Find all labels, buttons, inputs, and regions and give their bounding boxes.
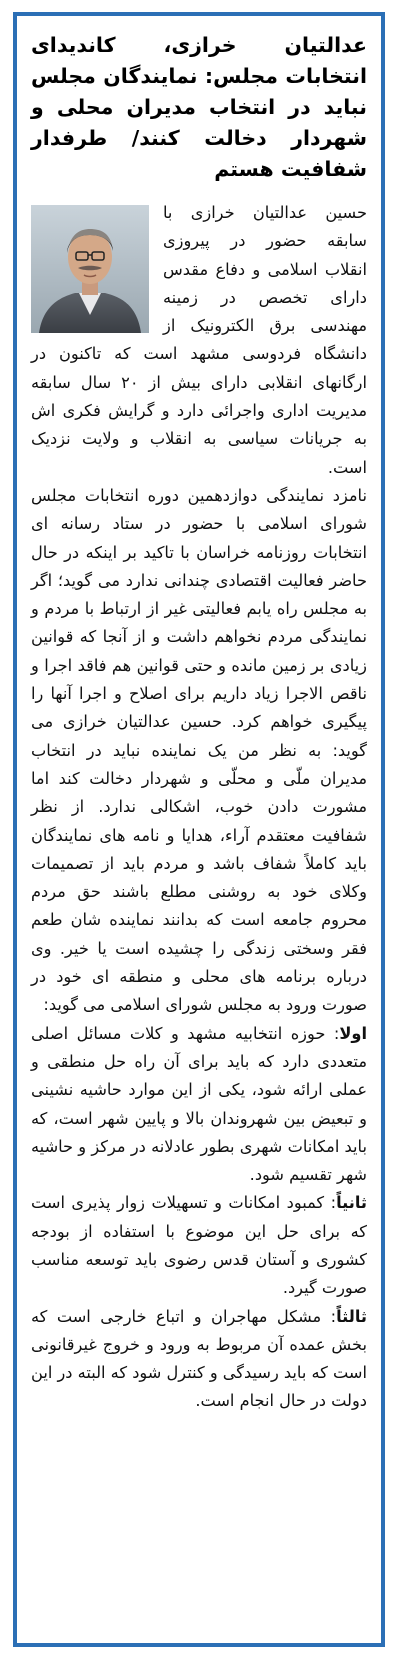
point-third-text: : مشکل مهاجران و اتباع خارجی است که بخش عمده آن مربوط به ورود و خروج غیرقانونی است که باید رسیدگی و کنترل شود که البته در این دولت در حال انجام است. bbox=[31, 1306, 367, 1411]
point-second bbox=[31, 1189, 367, 1302]
point-third bbox=[31, 1303, 367, 1416]
candidate-portrait-photo bbox=[31, 205, 149, 333]
point-first-label: اولا bbox=[339, 1023, 367, 1043]
intro-paragraph: حسین عدالتیان خرازی با سابقه حضور در پیروزی انقلاب اسلامی و دفاع مقدس دارای تخصص در زمینه مهندسی برق الکترونیک از دانشگاه فردوسی مشهد است که تاکنون در ارگانهای انقلابی دارای بیش از ۲۰ سال سابقه مدیریت اداری واجرائی دارد و گرایش فکری اش به جریانات سیاسی به انقلاب و ولایت نزدیک است. bbox=[31, 203, 367, 477]
point-first-text: : حوزه انتخابیه مشهد و کلات مسائل اصلی متعددی دارد که باید برای آن راه حل منطقی و عملی ارائه شود، یکی از این موارد حاشیه نشینی و تبعیض بین شهروندان بالا و پایین شهر است، که باید امکانات شهری بطور عادلانه در مرکز و حاشیه شهر تقسیم شود. bbox=[31, 1023, 367, 1185]
point-second-label: ثانیاً bbox=[336, 1193, 367, 1213]
point-second-text: : کمبود امکانات و تسهیلات زوار پذیری است که برای حل این موضوع با استفاده از بودجه کشوری و آستان قدس رضوی باید توسعه مناسب صورت گیرد. bbox=[31, 1193, 367, 1298]
article-content bbox=[31, 30, 367, 1629]
statement-paragraph: نامزد نمایندگی دوازدهمین دوره انتخابات مجلس شورای اسلامی با حضور در ستاد رسانه ای انتخابات روزنامه خراسان با تاکید بر اینکه در حال حاضر فعالیت اقتصادی چندانی ندارد می گوید؛ اگر به مجلس راه یابم فعالیتی غیر از ارتباط با مردم و نمایندگی مردم نخواهم داشت و از آنجا که قوانین زیادی بر زمین مانده و حتی قوانین هم فاقد اجرا و ناقص الاجرا زیاد داریم برای اصلاح و اجرا آنها را پیگیری خواهم کرد. حسین عدالتیان خرازی می گوید: به نظر من یک نماینده نباید در انتخاب مدیران ملّی و محلّی و شهردار دخالت کند اما مشورت دادن خوب، اشکالی ندارد. از نظر شفافیت معتقدم آراء، هدایا و نامه های نمایندگان باید کاملاً شفاف باشد و مردم باید از تصمیمات وکلای خود به روشنی مطلع باشند حق مردم محروم جامعه است که بدانند نماینده شان طعم فقر وسختی زندگی را چشیده است یا خیر. وی درباره برنامه های محلی و منطقه ای خود در صورت ورود به مجلس شورای اسلامی می گوید: bbox=[31, 485, 367, 1015]
point-first bbox=[31, 1020, 367, 1190]
article-frame bbox=[13, 12, 385, 1647]
article-title: عدالتیان خرازی، کاندیدای انتخابات مجلس: نمایندگان مجلس نباید در انتخاب مدیران محلی و شهردار دخالت کنند/ طرفدار شفافیت هستم bbox=[31, 33, 367, 181]
point-third-label: ثالثاً bbox=[336, 1306, 367, 1326]
